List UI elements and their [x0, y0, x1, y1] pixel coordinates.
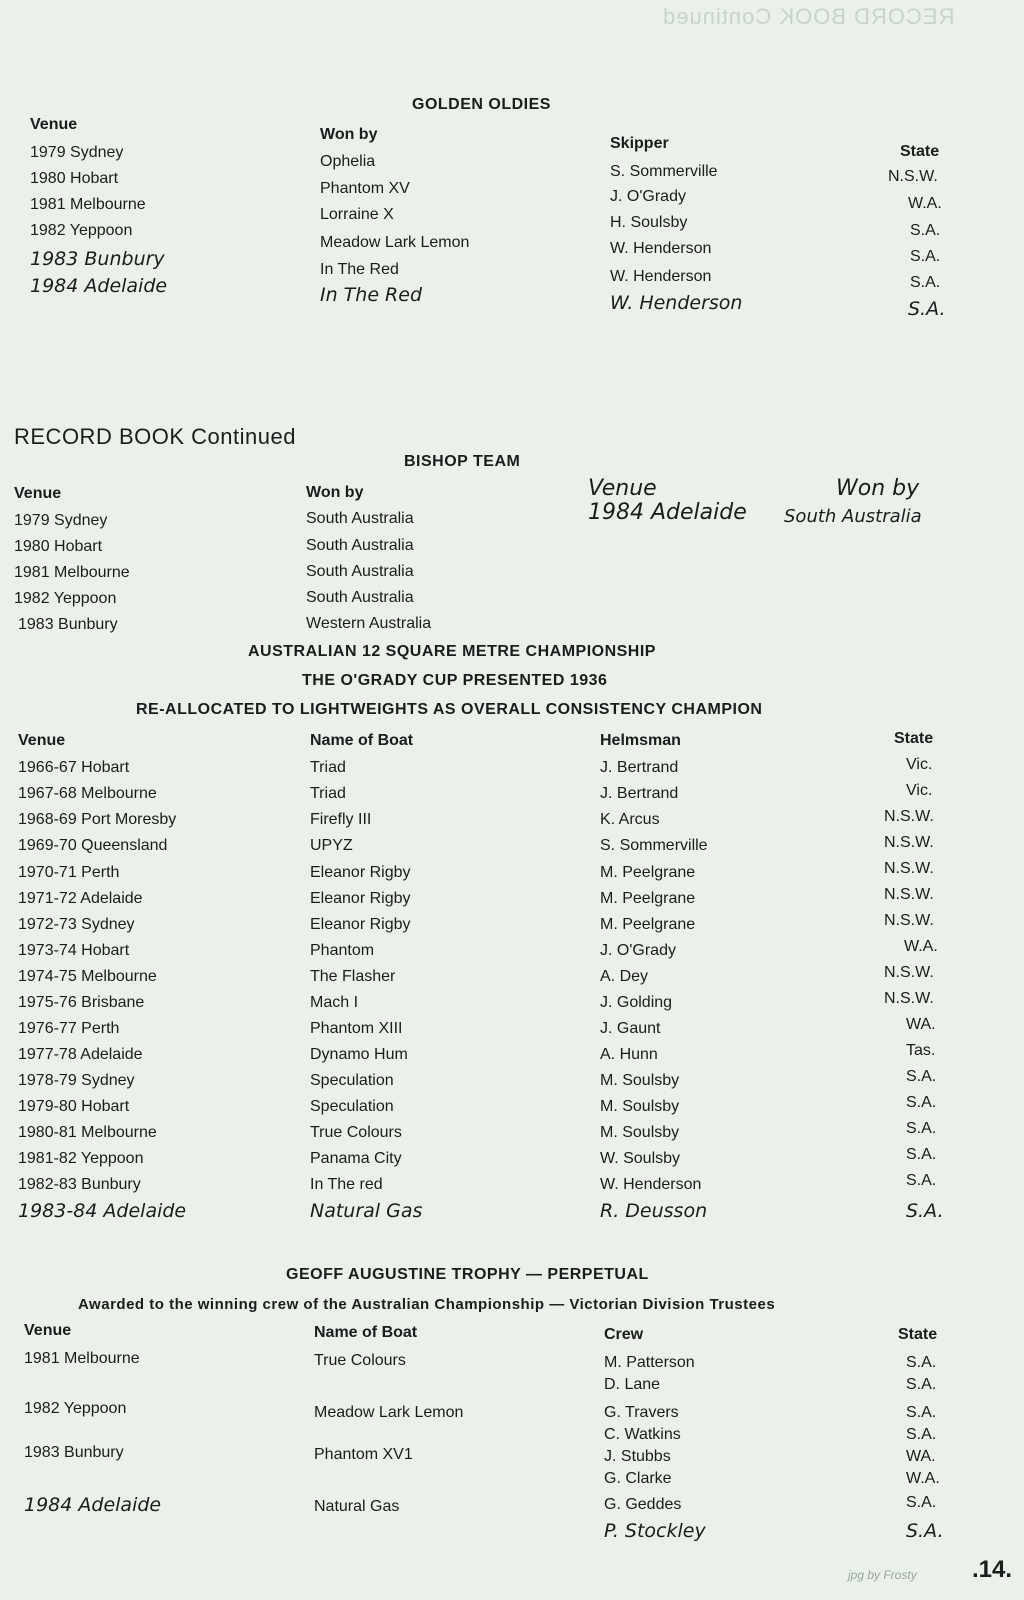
- table-row-venue: 1977-78 Adelaide: [18, 1046, 143, 1063]
- table-row-skipper: H. Soulsby: [610, 214, 688, 231]
- table-row-venue: 1975-76 Brisbane: [18, 994, 145, 1011]
- table-row-state: W.A.: [906, 1470, 940, 1487]
- table-row-venue: 1968-69 Port Moresby: [18, 811, 177, 828]
- table-row-venue: 1978-79 Sydney: [18, 1072, 135, 1089]
- table-row-crew: M. Patterson: [604, 1354, 695, 1371]
- table-row-boat: Mach I: [310, 994, 359, 1011]
- augustine-crew-header: Crew: [604, 1326, 644, 1343]
- table-row-helmsman: J. Golding: [600, 994, 673, 1011]
- table-row-helmsman: M. Soulsby: [600, 1124, 680, 1141]
- table-row-boat: Phantom XV1: [314, 1446, 413, 1463]
- table-row-boat: Phantom XIII: [310, 1020, 403, 1037]
- table-row-state: N.S.W.: [884, 886, 934, 903]
- table-row-crew: J. Stubbs: [604, 1448, 671, 1465]
- table-row-helmsman: K. Arcus: [600, 811, 660, 828]
- table-row-venue: 1973-74 Hobart: [18, 942, 130, 959]
- table-row-helmsman: M. Peelgrane: [600, 890, 696, 907]
- table-row-boat: UPYZ: [310, 837, 353, 854]
- table-row-wonby: South Australia: [306, 589, 414, 606]
- table-row-helmsman: M. Soulsby: [600, 1098, 680, 1115]
- table-row-state: S.A.: [906, 1376, 937, 1393]
- table-row-boat: Natural Gas: [310, 1200, 423, 1222]
- bishop-extra-wonby: South Australia: [784, 506, 922, 527]
- table-row-wonby: Western Australia: [306, 615, 432, 632]
- table-row-state: N.S.W.: [884, 834, 934, 851]
- image-credit: jpg by Frosty: [848, 1568, 917, 1582]
- table-row-boat: Eleanor Rigby: [310, 864, 411, 881]
- table-row-boat: Eleanor Rigby: [310, 890, 411, 907]
- table-row-state: S.A.: [906, 1094, 937, 1111]
- table-row-helmsman: S. Sommerville: [600, 837, 708, 854]
- table-row-state: WA.: [906, 1016, 936, 1033]
- table-row-boat: Eleanor Rigby: [310, 916, 411, 933]
- table-row-helmsman: M. Peelgrane: [600, 916, 696, 933]
- table-row-venue: 1966-67 Hobart: [18, 759, 130, 776]
- table-row-boat: Panama City: [310, 1150, 402, 1167]
- table-row-boat: True Colours: [314, 1352, 406, 1369]
- golden-oldies-wonby-header: Won by: [320, 126, 378, 143]
- table-row-helmsman: W. Henderson: [600, 1176, 702, 1193]
- golden-oldies-venue-header: Venue: [30, 116, 78, 133]
- augustine-boat-header: Name of Boat: [314, 1324, 418, 1341]
- championship-title: AUSTRALIAN 12 SQUARE METRE CHAMPIONSHIP: [248, 643, 656, 660]
- table-row-venue: 1981-82 Yeppoon: [18, 1150, 144, 1167]
- table-row-state: N.S.W.: [884, 964, 934, 981]
- table-row-skipper: W. Henderson: [610, 268, 712, 285]
- table-row-venue: 1980-81 Melbourne: [18, 1124, 157, 1141]
- table-row-state: S.A.: [906, 1494, 937, 1511]
- table-row-state: S.A.: [910, 248, 941, 265]
- bishop-wonby-header: Won by: [306, 484, 364, 501]
- table-row-state: S.A.: [906, 1404, 937, 1421]
- table-row-state: N.S.W.: [884, 860, 934, 877]
- augustine-venue-header: Venue: [24, 1322, 72, 1339]
- table-row-wonby: South Australia: [306, 537, 414, 554]
- table-row-state: N.S.W.: [884, 808, 934, 825]
- golden-oldies-skipper-header: Skipper: [610, 135, 669, 152]
- championship-helmsman-header: Helmsman: [600, 732, 681, 749]
- table-row-venue: 1984 Adelaide: [30, 275, 168, 297]
- table-row-wonby: South Australia: [306, 510, 414, 527]
- table-row-helmsman: M. Peelgrane: [600, 864, 696, 881]
- table-row-crew: D. Lane: [604, 1376, 661, 1393]
- table-row-skipper: J. O'Grady: [610, 188, 686, 205]
- table-row-helmsman: J. O'Grady: [600, 942, 676, 959]
- championship-state-header: State: [894, 730, 934, 747]
- augustine-title: GEOFF AUGUSTINE TROPHY — PERPETUAL: [286, 1266, 649, 1283]
- table-row-venue: 1971-72 Adelaide: [18, 890, 143, 907]
- table-row-venue: 1979-80 Hobart: [18, 1098, 130, 1115]
- table-row-helmsman: W. Soulsby: [600, 1150, 681, 1167]
- table-row-venue: 1980 Hobart: [14, 538, 103, 555]
- table-row-venue: 1969-70 Queensland: [18, 837, 168, 854]
- table-row-state: S.A.: [910, 222, 941, 239]
- championship-boat-header: Name of Boat: [310, 732, 414, 749]
- table-row-boat: Triad: [310, 759, 346, 776]
- table-row-helmsman: A. Dey: [600, 968, 649, 985]
- table-row-helmsman: J. Gaunt: [600, 1020, 661, 1037]
- table-row-boat: Speculation: [310, 1072, 394, 1089]
- table-row-skipper: W. Henderson: [610, 292, 743, 314]
- table-row-venue: 1980 Hobart: [30, 170, 119, 187]
- bishop-extra-venue-label: Venue: [588, 476, 657, 501]
- table-row-state: N.S.W.: [888, 168, 938, 185]
- table-row-skipper: W. Henderson: [610, 240, 712, 257]
- table-row-state: W.A.: [908, 195, 942, 212]
- table-row-venue: 1982 Yeppoon: [14, 590, 117, 607]
- table-row-boat: The Flasher: [310, 968, 396, 985]
- table-row-state: S.A.: [906, 1172, 937, 1189]
- table-row-crew: C. Watkins: [604, 1426, 681, 1443]
- table-row-state: S.A.: [906, 1120, 937, 1137]
- table-row-venue: 1982 Yeppoon: [24, 1400, 127, 1417]
- table-row-crew: P. Stockley: [604, 1520, 706, 1542]
- table-row-boat: True Colours: [310, 1124, 402, 1141]
- table-row-wonby: In The Red: [320, 261, 399, 278]
- championship-venue-header: Venue: [18, 732, 66, 749]
- golden-oldies-state-header: State: [900, 143, 940, 160]
- table-row-state: Vic.: [906, 756, 933, 773]
- table-row-state: Vic.: [906, 782, 933, 799]
- table-row-crew: G. Clarke: [604, 1470, 672, 1487]
- table-row-state: S.A.: [906, 1068, 937, 1085]
- table-row-state: S.A.: [906, 1200, 944, 1222]
- table-row-wonby: Lorraine X: [320, 206, 394, 223]
- table-row-state: S.A.: [910, 274, 941, 291]
- table-row-venue: 1983 Bunbury: [24, 1444, 124, 1461]
- table-row-state: S.A.: [906, 1520, 944, 1542]
- table-row-venue: 1972-73 Sydney: [18, 916, 135, 933]
- table-row-venue: 1967-68 Melbourne: [18, 785, 157, 802]
- augustine-subtitle: Awarded to the winning crew of the Australian Championship — Victorian Division Trustees: [78, 1296, 776, 1313]
- table-row-state: N.S.W.: [884, 912, 934, 929]
- table-row-state: Tas.: [906, 1042, 936, 1059]
- table-row-boat: Natural Gas: [314, 1498, 400, 1515]
- record-book-heading: RECORD BOOK Continued: [14, 424, 296, 449]
- bishop-extra-wonby-label: Won by: [836, 476, 920, 501]
- table-row-venue: 1979 Sydney: [14, 512, 108, 529]
- table-row-helmsman: J. Bertrand: [600, 785, 679, 802]
- table-row-venue: 1981 Melbourne: [14, 564, 130, 581]
- table-row-venue: 1979 Sydney: [30, 144, 124, 161]
- table-row-venue: 1981 Melbourne: [24, 1350, 140, 1367]
- table-row-state: W.A.: [904, 938, 938, 955]
- table-row-venue: 1981 Melbourne: [30, 196, 146, 213]
- table-row-helmsman: J. Bertrand: [600, 759, 679, 776]
- table-row-state: N.S.W.: [884, 990, 934, 1007]
- bishop-venue-header: Venue: [14, 485, 62, 502]
- table-row-crew: G. Travers: [604, 1404, 679, 1421]
- table-row-venue: 1976-77 Perth: [18, 1020, 120, 1037]
- bishop-team-title: BISHOP TEAM: [404, 453, 521, 470]
- golden-oldies-title: GOLDEN OLDIES: [412, 96, 551, 113]
- table-row-wonby: In The Red: [320, 284, 423, 306]
- table-row-skipper: S. Sommerville: [610, 163, 718, 180]
- table-row-wonby: Meadow Lark Lemon: [320, 234, 470, 251]
- table-row-boat: Speculation: [310, 1098, 394, 1115]
- table-row-state: S.A.: [906, 1146, 937, 1163]
- augustine-state-header: State: [898, 1326, 938, 1343]
- table-row-state: S.A.: [906, 1354, 937, 1371]
- table-row-boat: Triad: [310, 785, 346, 802]
- table-row-venue: 1970-71 Perth: [18, 864, 120, 881]
- championship-subtitle: THE O'GRADY CUP PRESENTED 1936: [302, 672, 608, 689]
- table-row-boat: Firefly III: [310, 811, 372, 828]
- table-row-wonby: Ophelia: [320, 153, 376, 170]
- bishop-extra-venue: 1984 Adelaide: [588, 500, 747, 525]
- table-row-state: S.A.: [906, 1426, 937, 1443]
- table-row-helmsman: R. Deusson: [600, 1200, 708, 1222]
- table-row-boat: Meadow Lark Lemon: [314, 1404, 464, 1421]
- table-row-venue: 1983 Bunbury: [30, 248, 165, 270]
- table-row-boat: Phantom: [310, 942, 375, 959]
- table-row-wonby: Phantom XV: [320, 180, 410, 197]
- table-row-venue: 1982-83 Bunbury: [18, 1176, 141, 1193]
- table-row-venue: 1982 Yeppoon: [30, 222, 133, 239]
- table-row-venue: 1974-75 Melbourne: [18, 968, 157, 985]
- table-row-state: S.A.: [908, 298, 946, 320]
- table-row-crew: G. Geddes: [604, 1496, 682, 1513]
- table-row-venue: 1984 Adelaide: [24, 1494, 162, 1516]
- table-row-venue: 1983-84 Adelaide: [18, 1200, 187, 1222]
- table-row-venue: 1983 Bunbury: [18, 616, 118, 633]
- table-row-helmsman: M. Soulsby: [600, 1072, 680, 1089]
- table-row-boat: In The red: [310, 1176, 383, 1193]
- championship-reallocation: RE-ALLOCATED TO LIGHTWEIGHTS AS OVERALL CONSISTENCY CHAMPION: [136, 701, 763, 718]
- mirror-ghost-text: RECORD BOOK Continued: [661, 4, 954, 29]
- page-number: .14.: [972, 1556, 1013, 1583]
- table-row-helmsman: A. Hunn: [600, 1046, 658, 1063]
- table-row-state: WA.: [906, 1448, 936, 1465]
- table-row-boat: Dynamo Hum: [310, 1046, 408, 1063]
- table-row-wonby: South Australia: [306, 563, 414, 580]
